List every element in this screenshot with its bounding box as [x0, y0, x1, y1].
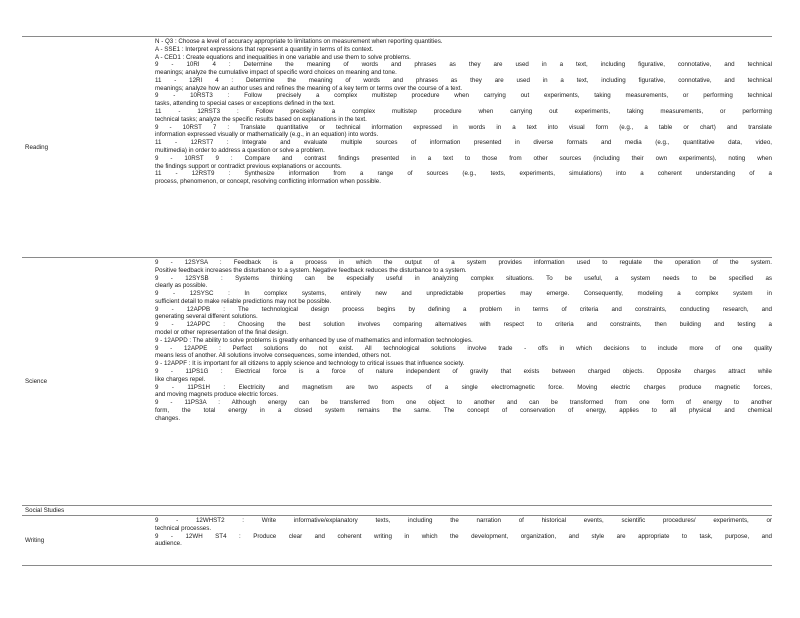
table-row-science — [22, 257, 772, 505]
standard-text-line: the findings support or contradict previous explanations or accounts. — [155, 162, 342, 170]
standard-text-line: means less of another. All solutions involve consequences, some intended, others not. — [155, 352, 391, 360]
standard-text-line: clearly as possible. — [155, 282, 208, 290]
row-label-social-studies: Social Studies — [25, 507, 65, 514]
standard-text-line: meanings; analyze the cumulative impact of specific word choices on meaning and tone. — [155, 69, 397, 77]
standard-text-line: 9 - 12APPB : The technological design process begins by defining a problem in terms of criteria and constraints, conducting research, and — [155, 305, 772, 313]
row-content-writing — [155, 516, 772, 565]
standard-text-line: 9 - 12APPD : The ability to solve problems is greatly enhanced by use of mathematics and information technologies. — [155, 336, 473, 344]
standard-text-line: 9 - 12SYSB : Systems thinking can be especially useful in analyzing complex situations. To be useful, a system needs to be specified as — [155, 274, 772, 282]
standard-text-line: process, phenomenon, or concept, resolving conflicting information when possible. — [155, 178, 381, 186]
standard-text-line: multimedia) in order to address a question or solve a problem. — [155, 146, 325, 154]
table-row-social-studies — [22, 505, 772, 515]
standard-text-line: 9 - 12WH ST4 : Produce clear and coherent writing in which the development, organization, and style are appropriate to task, purpose, and — [155, 532, 772, 540]
standard-text-line: 9 - 12APPF : It is important for all citizens to apply science and technology to critical issues that influence society. — [155, 360, 465, 368]
standard-text-line: form, the total energy in a closed system remains the same. The concept of conservation of energy, applies to all physical and chemical — [155, 406, 772, 414]
standard-text-line: 9 - 12SYSA : Feedback is a process in which the output of a system provides information used to regulate the operation of the system. — [155, 259, 772, 266]
standard-text-line: 9 - 12SYSC : In complex systems, entirely new and unpredictable properties may emerge. Consequently, modeling a complex system in — [155, 290, 772, 298]
standard-text-line: 9 - 11PS3A : Although energy can be transferred from one object to another and can be transformed from one form of energy to another — [155, 399, 772, 407]
standard-text-line: A - SSE1 : Interpret expressions that represent a quantity in terms of its context. — [155, 45, 374, 53]
table-row-reading — [22, 36, 772, 257]
standard-text-line: 9 - 10RST3 : Follow precisely a complex multistep procedure when carrying out experiments, taking measurements, or performing technical — [155, 92, 772, 100]
row-content-social-studies — [155, 506, 772, 515]
standard-text-line: model or other representation of the final design. — [155, 329, 289, 337]
standard-text-line: information expressed visually or mathematically (e.g., in an equation) into words. — [155, 131, 379, 139]
standard-text-line: 9 - 10RST 9 : Compare and contrast findings presented in a text to those from other sources (including their own experiments), noting when — [155, 154, 772, 162]
row-content-reading — [155, 37, 772, 257]
standard-text-line: 9 - 12APPE : Perfect solutions do not exist. All technological solutions involve trade - offs in which decisions to include more of one quality — [155, 344, 772, 352]
standard-text-line: and moving magnets produce electric forces. — [155, 391, 279, 399]
table-row-writing — [22, 515, 772, 566]
standard-text-line: audience. — [155, 540, 182, 548]
row-label-reading: Reading — [25, 143, 49, 151]
standard-text-line: meanings; analyze how an author uses and refines the meaning of a key term or terms over the course of a text. — [155, 84, 463, 92]
standard-text-line: 11 - 12RST7 : Integrate and evaluate multiple sources of information presented in diverse formats and media (e.g., quantitative data, video, — [155, 139, 772, 147]
standard-text-line: 9 - 10RI 4 : Determine the meaning of words and phrases as they are used in a text, including figurative, connotative, and technical — [155, 61, 772, 69]
standard-text-line: 11 - 12RI 4 : Determine the meaning of words and phrases as they are used in a text, including figurative, connotative, and technical — [155, 76, 772, 84]
row-content-science — [155, 258, 772, 505]
standard-text-line: technical tasks; analyze the specific results based on explanations in the text. — [155, 115, 367, 123]
standard-text-line: 9 - 10RST 7 : Translate quantitative or technical information expressed in words in a text into visual form (e.g., a table or chart) and translate — [155, 123, 772, 131]
standard-text-line: 11 - 12RST3 : Follow precisely a complex multistep procedure when carrying out experiments, taking measurements, or performing — [155, 108, 772, 116]
standard-text-line: sufficient detail to make reliable predictions may not be possible. — [155, 297, 332, 305]
standard-text-line: tasks, attending to special cases or exceptions defined in the text. — [155, 100, 335, 108]
standard-text-line: 9 - 11PS1H : Electricity and magnetism are two aspects of a single electromagnetic force. Moving electric charges produce magnetic forces, — [155, 383, 772, 391]
standard-text-line: technical processes. — [155, 524, 212, 532]
standard-text-line: 9 - 12WHST2 : Write informative/explanatory texts, including the narration of historical events, scientific procedures/ experiments, or — [155, 517, 772, 524]
row-label-science: Science — [25, 378, 48, 385]
standard-text-line: 9 - 12APPC : Choosing the best solution involves comparing alternatives with respect to criteria and constraints, then building and testing a — [155, 321, 772, 329]
standard-text-line: N - Q3 : Choose a level of accuracy appropriate to limitations on measurement when reporting quantities. — [155, 38, 443, 45]
standard-text-line: A - CED1 : Create equations and inequalities in one variable and use them to solve problems. — [155, 53, 411, 61]
standard-text-line: 11 - 12RST9 : Synthesize information from a range of sources (e.g., texts, experiments, simulations) into a coherent understanding of a — [155, 170, 772, 178]
standards-table — [22, 36, 772, 566]
standard-text-line: like charges repel. — [155, 375, 206, 383]
standard-text-line: Positive feedback increases the disturbance to a system. Negative feedback reduces the disturbance to a system. — [155, 266, 467, 274]
row-label-writing: Writing — [25, 537, 45, 544]
standard-text-line: changes. — [155, 414, 181, 422]
standard-text-line: generating several different solutions. — [155, 313, 258, 321]
standard-text-line: 9 - 11PS1G : Electrical force is a force of nature independent of gravity that exists between charged objects. Opposite charges attract while — [155, 367, 772, 375]
